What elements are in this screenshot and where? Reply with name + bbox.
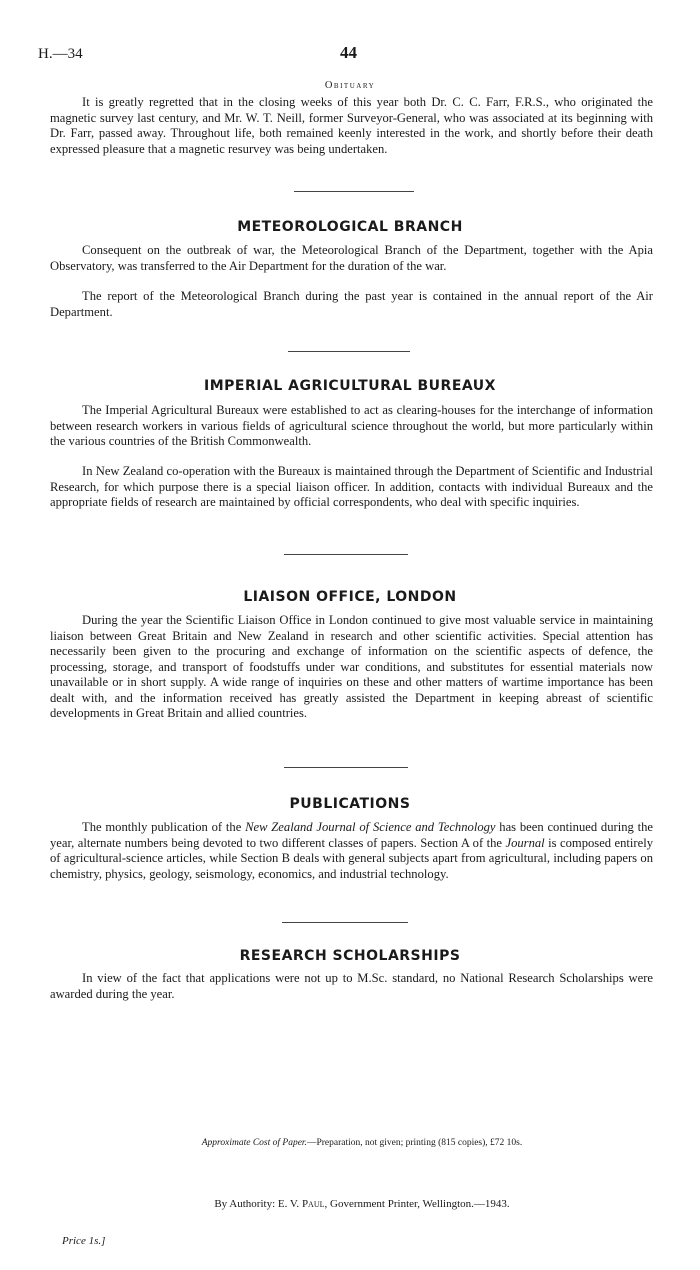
section-divider: [288, 351, 410, 352]
publications-text-2: has been continued during the year, alternate numbers being devoted to two different classes of papers. Section A of the: [50, 820, 653, 850]
imperial-paragraph-2: In New Zealand co-operation with the Bureaux is maintained through the Department of Scientific and Industrial Research, for which purpose there is a special liaison officer. In addition, contacts with individual Bureaux and the appropriate fields of research are maintained by official correspondents, who deal with specific inquiries.: [50, 464, 653, 509]
obituary-title: Obituary: [324, 80, 376, 91]
meteorological-paragraph-1: Consequent on the outbreak of war, the Meteorological Branch of the Department, together with the Apia Observatory, was transferred to the Air Department for the duration of the war.: [50, 243, 653, 273]
authority-suffix: , Government Printer, Wellington.—1943.: [324, 1198, 510, 1210]
publications-text-1: The monthly publication of the: [82, 820, 246, 834]
publications-text-3: is composed entirely of agricultural-science articles, while Section B deals with general subjects apart from agricultural, including papers on chemistry, physics, geology, seismology, economics, and industrial technology.: [50, 835, 654, 881]
section-divider: [284, 767, 408, 768]
page-reference: H.—34: [38, 46, 83, 62]
cost-of-paper-note: [0, 1138, 700, 1148]
journal-title: New Zealand Journal of Science and Technology: [245, 820, 496, 834]
publications-heading: PUBLICATIONS: [289, 796, 411, 812]
obituary-paragraph: It is greatly regretted that in the closing weeks of this year both Dr. C. C. Farr, F.R.S., who originated the magnetic survey last century, and Mr. W. T. Neill, former Surveyor-General, who was associated at its beginning with Dr. Farr, passed away. Throughout life, both remained keenly interested in the work, and shortly before their death expressed pleasure that a magnetic resurvey was being undertaken.: [50, 95, 653, 156]
printer-surname: Paul: [301, 1198, 325, 1210]
meteorological-heading: METEOROLOGICAL BRANCH: [237, 219, 463, 235]
section-divider: [282, 922, 408, 923]
page-number: 44: [340, 43, 357, 62]
section-divider: [284, 554, 408, 555]
section-divider: [294, 191, 414, 192]
cost-text: —Preparation, not given; printing (815 copies), £72 10s.: [306, 1138, 523, 1148]
imperial-paragraph-1: The Imperial Agricultural Bureaux were established to act as clearing-houses for the interchange of information between research workers in various fields of agricultural science throughout the world, but more particularly within the various countries of the British Commonwealth.: [50, 403, 653, 448]
authority-prefix: By Authority: E. V.: [214, 1198, 302, 1210]
cost-label: Approximate Cost of Paper.: [201, 1138, 307, 1148]
scholarships-paragraph: In view of the fact that applications were not up to M.Sc. standard, no National Research Scholarships were awarded during the year.: [50, 971, 653, 1001]
liaison-heading: LIAISON OFFICE, LONDON: [243, 589, 457, 605]
liaison-paragraph: During the year the Scientific Liaison Office in London continued to give most valuable service in maintaining liaison between Great Britain and New Zealand in research and other scientific activities. Special attention has necessarily been given to the procuring and exchange of information on the scientific aspects of defence, the processing, storage, and transport of foodstuffs under war conditions, and substitutes for essential materials now unavailable or in short supply. A wide range of inquiries on these and other matters of wartime importance has been dealt with, and the information received has greatly assisted the Department in keeping abreast of scientific developments in Great Britain and allied countries.: [50, 613, 653, 720]
scholarships-heading: RESEARCH SCHOLARSHIPS: [239, 948, 461, 964]
publications-paragraph: [50, 820, 653, 882]
authority-line: [0, 1198, 700, 1210]
imperial-heading: IMPERIAL AGRICULTURAL BUREAUX: [204, 378, 496, 394]
price-note: Price 1s.]: [62, 1235, 106, 1247]
journal-short-title: Journal: [505, 835, 545, 850]
meteorological-paragraph-2: The report of the Meteorological Branch during the past year is contained in the annual report of the Air Department.: [50, 289, 653, 319]
